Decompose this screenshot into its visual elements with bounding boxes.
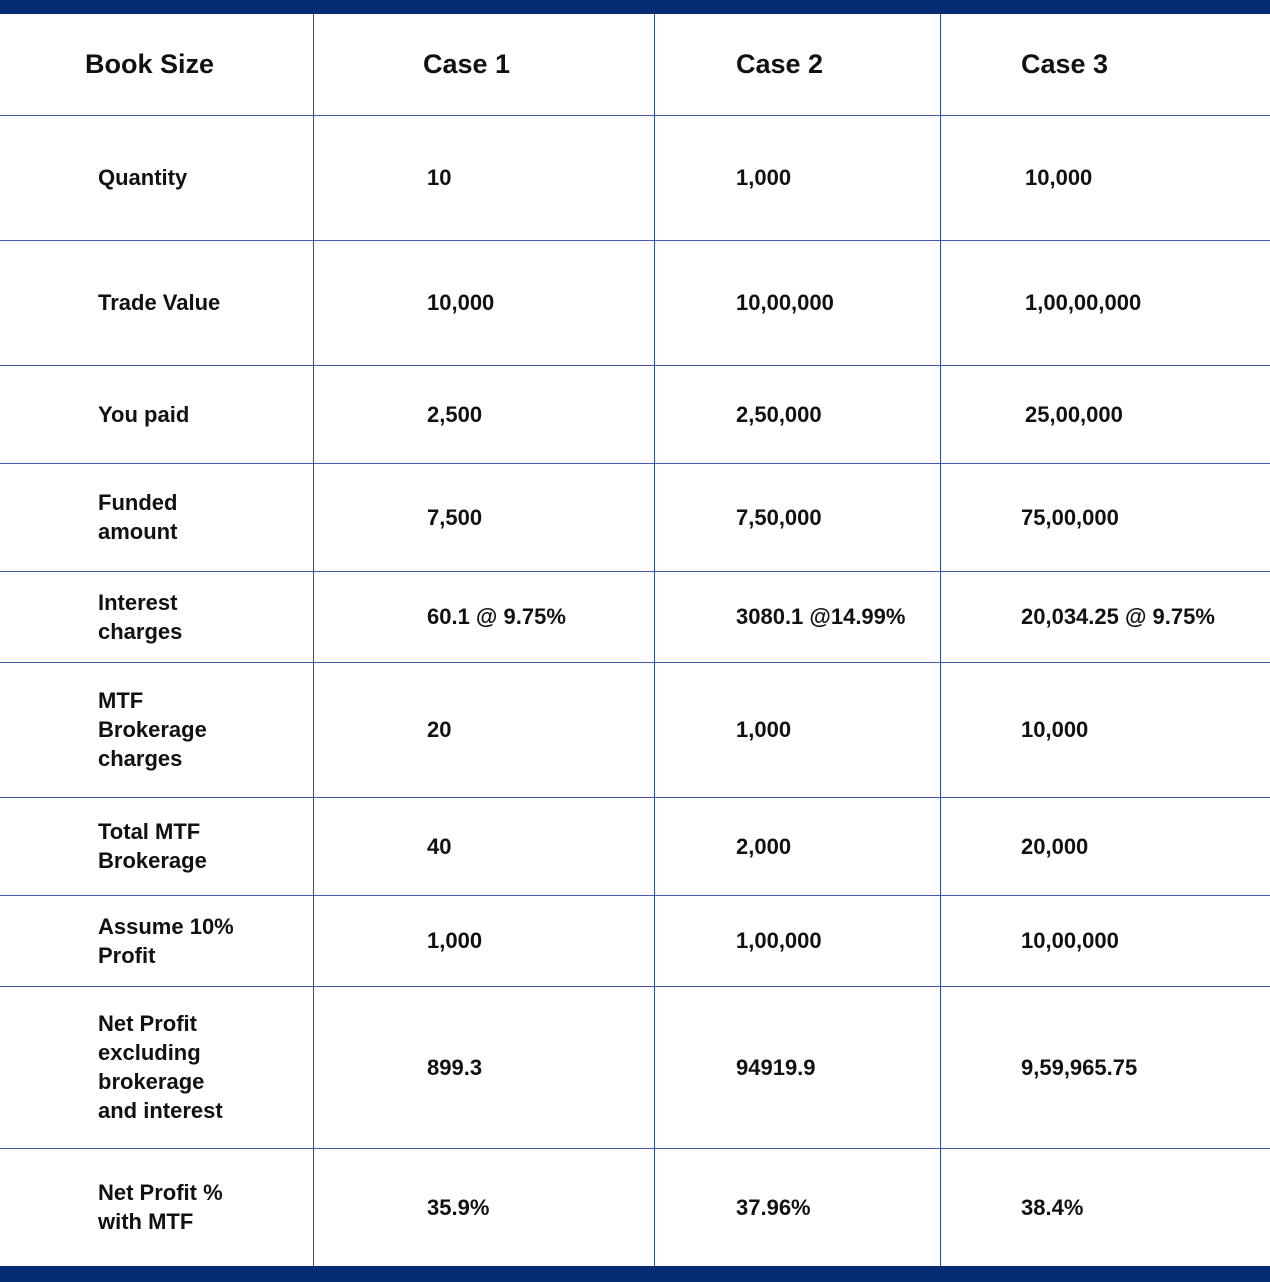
row-label: Funded amount — [98, 490, 178, 544]
table-cell: 20 — [427, 717, 452, 742]
table-cell: 75,00,000 — [1021, 504, 1119, 530]
table-cell: 60.1 @ 9.75% — [427, 604, 566, 629]
row-label: Assume 10% Profit — [98, 913, 234, 968]
row-label: You paid — [98, 401, 190, 427]
table-cell: 10 — [427, 165, 452, 190]
table-cell: 7,500 — [427, 504, 483, 530]
row-label: Interest charges — [98, 589, 183, 644]
column-divider — [654, 14, 655, 1266]
row-label: Net Profit excluding brokerage and interest — [98, 1011, 223, 1123]
table-cell: 7,50,000 — [736, 504, 822, 530]
bottom-border-bar — [0, 1266, 1270, 1282]
row-label: Trade Value — [98, 290, 221, 315]
row-label: Total MTF Brokerage — [98, 819, 207, 873]
table-cell: 10,000 — [1021, 717, 1089, 742]
table-cell: 2,500 — [427, 401, 483, 427]
table-cell: 40 — [427, 833, 452, 859]
table-cell: 20,034.25 @ 9.75% — [1021, 604, 1215, 629]
table-cell: 3080.1 @14.99% — [736, 604, 906, 629]
column-divider — [313, 14, 314, 1266]
header-cell-col2: Case 2 — [736, 49, 824, 79]
table-cell: 899.3 — [427, 1054, 483, 1080]
header-cell-col1: Case 1 — [423, 49, 511, 79]
column-divider — [940, 14, 941, 1266]
table-cell: 10,000 — [427, 290, 495, 315]
table-cell: 10,00,000 — [736, 290, 834, 315]
table-cell: 35.9% — [427, 1194, 490, 1220]
header-cell-col0: Book Size — [85, 49, 215, 79]
table-cell: 1,00,00,000 — [1025, 290, 1142, 315]
table-cell: 20,000 — [1021, 833, 1089, 859]
table-cell: 10,00,000 — [1021, 928, 1119, 953]
table-cell: 37.96% — [736, 1194, 811, 1220]
table-cell: 10,000 — [1025, 165, 1093, 190]
table-cell: 38.4% — [1021, 1194, 1084, 1220]
table-cell: 1,000 — [736, 717, 792, 742]
table-cell: 2,000 — [736, 833, 792, 859]
table-cell: 2,50,000 — [736, 401, 822, 427]
table-cell: 9,59,965.75 — [1021, 1054, 1138, 1080]
table-cell: 94919.9 — [736, 1054, 816, 1080]
header-cell-col3: Case 3 — [1021, 49, 1109, 79]
table-cell: 1,00,000 — [736, 928, 822, 953]
row-label: Net Profit % with MTF — [98, 1180, 223, 1234]
table-cell: 25,00,000 — [1025, 401, 1123, 427]
table-cell: 1,000 — [427, 928, 483, 953]
table-cell: 1,000 — [736, 165, 792, 190]
row-label: MTF Brokerage charges — [98, 688, 207, 771]
row-label: Quantity — [98, 165, 188, 190]
top-border-bar — [0, 0, 1270, 14]
